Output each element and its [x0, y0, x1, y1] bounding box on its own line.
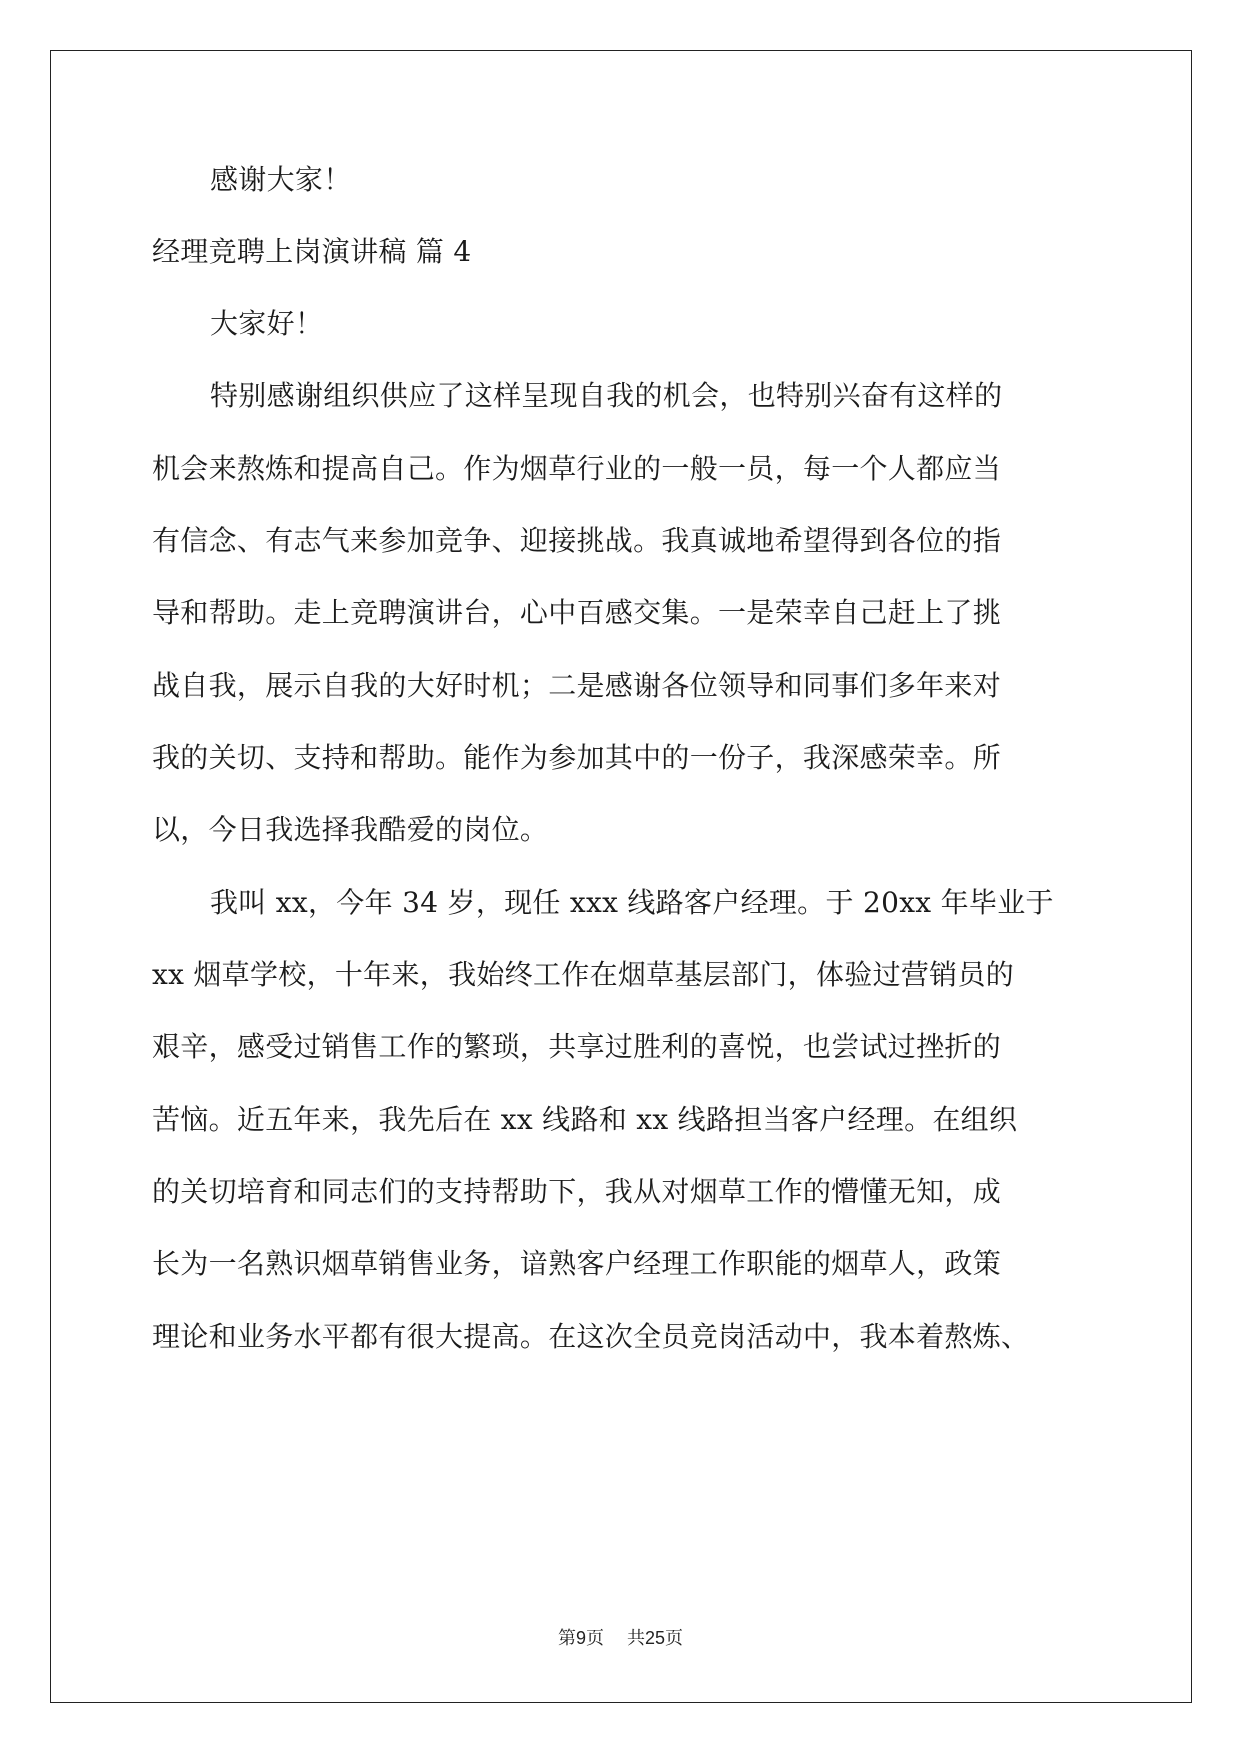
- paragraph-line: 理论和业务水平都有很大提高。在这次全员竞岗活动中，我本着熬炼、: [152, 1320, 1030, 1353]
- paragraph-line: 战自我，展示自我的大好时机；二是感谢各位领导和同事们多年来对: [152, 669, 1002, 702]
- paragraph-line: 长为一名熟识烟草销售业务，谙熟客户经理工作职能的烟草人，政策: [152, 1247, 1002, 1280]
- paragraph-line: 我叫 xx，今年 34 岁，现任 xxx 线路客户经理。于 20xx 年毕业于: [210, 886, 1054, 919]
- paragraph-line: 苦恼。近五年来，我先后在 xx 线路和 xx 线路担当客户经理。在组织: [152, 1103, 1018, 1136]
- footer-total-suffix: 页: [664, 1628, 683, 1649]
- page-footer: [0, 1626, 1241, 1651]
- paragraph-line: 艰辛，感受过销售工作的繁琐，共享过胜利的喜悦，也尝试过挫折的: [152, 1030, 1002, 1063]
- section-heading: 经理竞聘上岗演讲稿 篇 4: [152, 235, 472, 268]
- footer-page-number: 9: [576, 1628, 587, 1648]
- paragraph-line: 机会来熬炼和提高自己。作为烟草行业的一般一员，每一个人都应当: [152, 452, 1002, 485]
- footer-page-suffix: 页: [586, 1628, 605, 1649]
- footer-prefix: 第: [558, 1628, 577, 1649]
- paragraph-line: 导和帮助。走上竞聘演讲台，心中百感交集。一是荣幸自己赶上了挑: [152, 596, 1002, 629]
- paragraph-line: 我的关切、支持和帮助。能作为参加其中的一份子，我深感荣幸。所: [152, 741, 1002, 774]
- paragraph-line: 的关切培育和同志们的支持帮助下，我从对烟草工作的懵懂无知，成: [152, 1175, 1002, 1208]
- closing-line: 感谢大家！: [210, 163, 352, 196]
- paragraph-line: 以，今日我选择我酷爱的岗位。: [152, 813, 549, 846]
- footer-total-prefix: 共: [626, 1628, 645, 1649]
- paragraph-line: 特别感谢组织供应了这样呈现自我的机会，也特别兴奋有这样的: [210, 379, 1003, 412]
- footer-total-pages: 25: [644, 1628, 665, 1648]
- greeting-line: 大家好！: [210, 307, 324, 340]
- paragraph-line: 有信念、有志气来参加竞争、迎接挑战。我真诚地希望得到各位的指: [152, 524, 1002, 557]
- page-border: [50, 50, 1192, 1703]
- paragraph-line: xx 烟草学校，十年来，我始终工作在烟草基层部门，体验过营销员的: [152, 958, 1015, 991]
